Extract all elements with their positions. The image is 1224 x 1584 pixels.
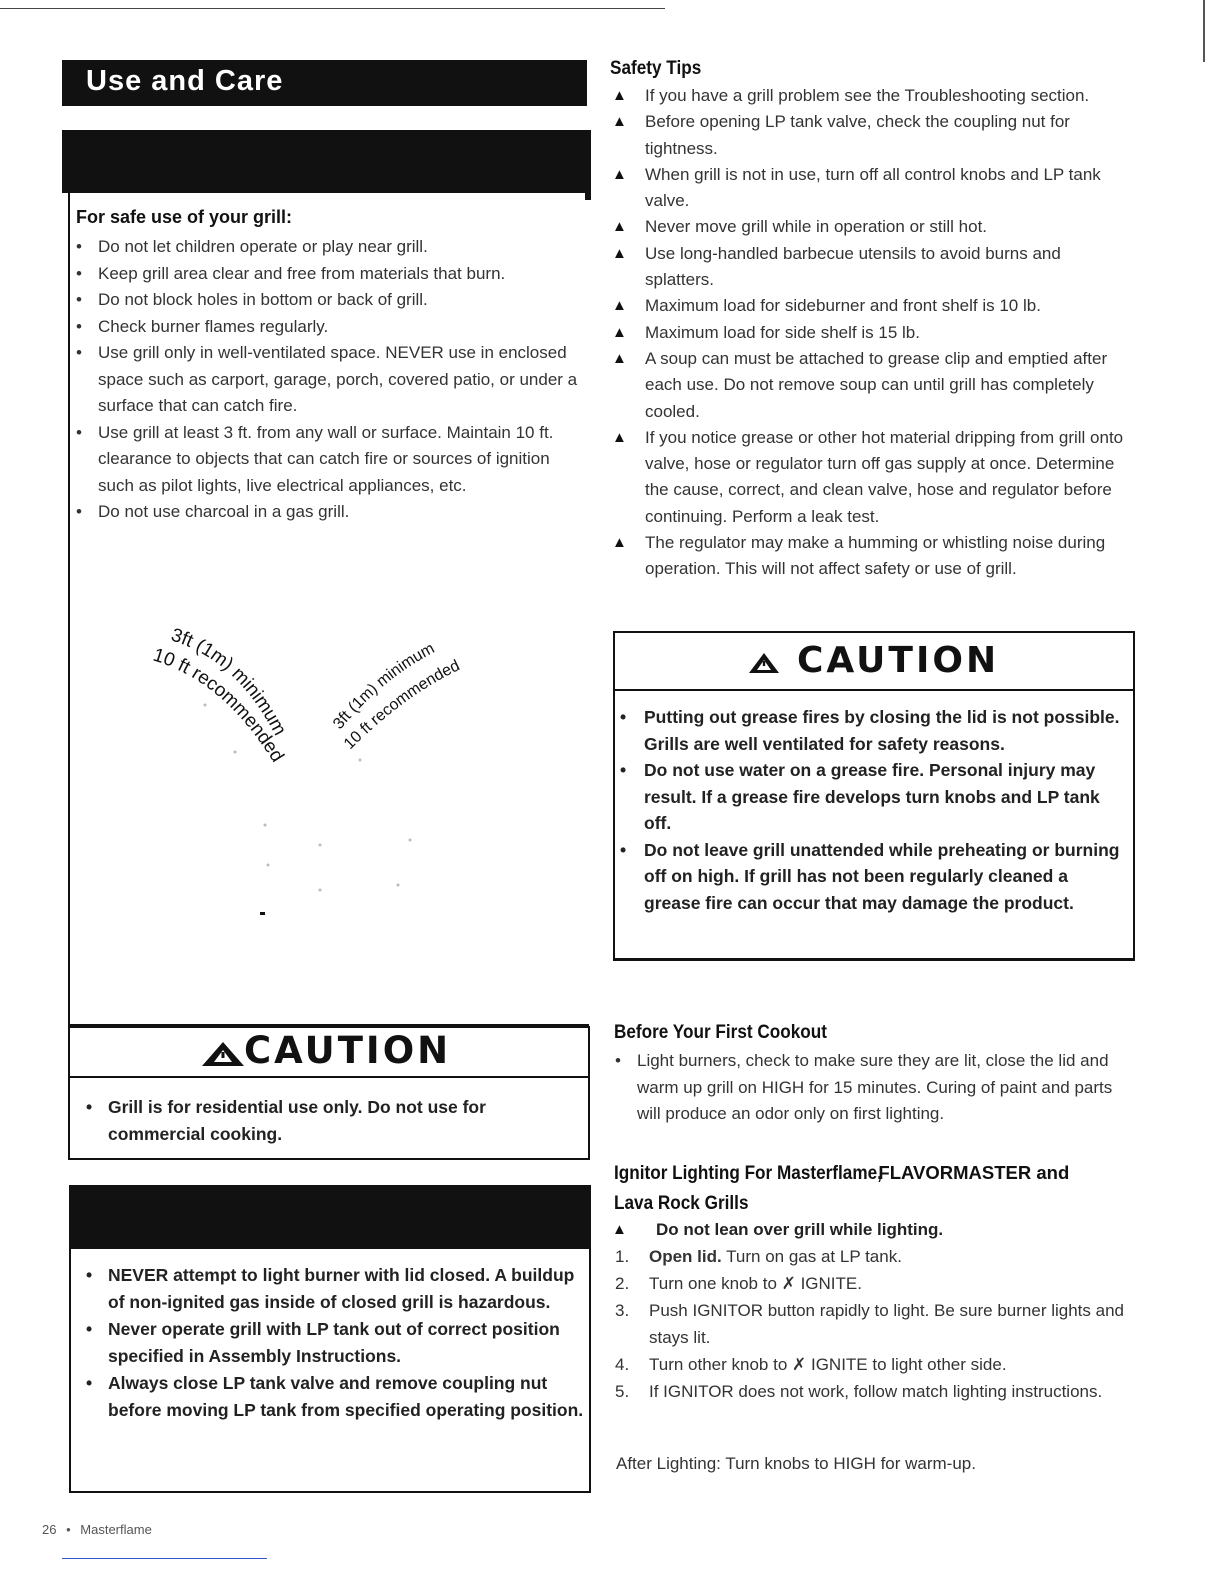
footer-brand: Masterflame: [80, 1522, 152, 1537]
clearance-left-label-1: 3ft (1m) minimum: [168, 624, 291, 740]
list-item: • Check burner flames regularly.: [74, 314, 586, 341]
top-rule: [0, 8, 665, 9]
first-cookout-title: Before Your First Cookout: [614, 1021, 827, 1043]
clearance-right-label-2: 10 ft recommended: [340, 657, 463, 753]
list-item: [612, 1216, 1132, 1243]
list-item: ▲ Before opening LP tank valve, check the coupling nut for tightness.: [612, 109, 1132, 162]
warning-triangle-icon: [200, 1040, 246, 1068]
ignitor-title-part-c: Lava Rock Grills: [614, 1192, 749, 1214]
list-item: [613, 1297, 1133, 1351]
clearance-left-label-2: 10 ft recommended: [150, 644, 288, 767]
warning-triangle-icon: [747, 651, 781, 675]
list-item: • Do not leave grill unattended while preheating or burning off on high. If grill has not been regularly cleaned a grease fire can occur that may damage the product.: [614, 837, 1126, 917]
first-cookout-list: [613, 1048, 1113, 1128]
list-item: ▲ The regulator may make a humming or whistling noise during operation. This will not affect safety or use of grill.: [612, 530, 1132, 583]
step-number: 2.: [615, 1274, 630, 1293]
caution-word: CAUTION: [797, 640, 1000, 681]
caution-header: [68, 1026, 590, 1078]
step-number: 5.: [615, 1382, 630, 1401]
list-item: • Do not use charcoal in a gas grill.: [74, 499, 586, 526]
page-footer: [42, 1522, 152, 1537]
ignitor-title-part-b: FLAVORMASTER and: [878, 1162, 1070, 1183]
list-item: • Use grill at least 3 ft. from any wall or surface. Maintain 10 ft. clearance to objects that can catch fire or sources of ignition such as pilot lights, live electrical appliances, etc.: [74, 420, 586, 500]
list-item: [613, 1378, 1133, 1405]
list-item: ▲ A soup can must be attached to grease clip and emptied after each use. Do not remove soup can until grill has completely cooled.: [612, 346, 1132, 425]
page-number: 26: [42, 1522, 57, 1537]
ignitor-title-part-a: Ignitor Lighting For Masterflame,: [614, 1162, 882, 1184]
list-item: • Do not block holes in bottom or back of grill.: [74, 287, 586, 314]
list-item: ▲ Use long-handled barbecue utensils to avoid burns and splatters.: [612, 241, 1132, 294]
list-item: ▲ Maximum load for side shelf is 15 lb.: [612, 320, 1132, 346]
step-text: If IGNITOR does not work, follow match lighting instructions.: [649, 1382, 1103, 1401]
step-number: 1.: [615, 1247, 630, 1266]
caution-residential-list: [82, 1094, 582, 1148]
danger-list: [82, 1262, 586, 1424]
step-number: 4.: [615, 1355, 630, 1374]
clearance-diagram: [130, 600, 530, 960]
step-text: Turn other knob to ✗ IGNITE to light other side.: [649, 1355, 1007, 1374]
edge-mark: [1203, 0, 1205, 62]
footer-rule: [62, 1558, 267, 1559]
safe-use-title: For safe use of your grill:: [76, 207, 293, 227]
ignitor-warning: [612, 1216, 1132, 1243]
list-item: • Use grill only in well-ventilated space. NEVER use in enclosed space such as carport, garage, porch, covered patio, or under a surface that can catch fire.: [74, 340, 586, 420]
safety-tips-list: [612, 83, 1132, 583]
clearance-right-label-1: 3ft (1m) minimum: [330, 640, 438, 733]
safe-use-list: [74, 234, 586, 526]
step-text: Turn on gas at LP tank.: [721, 1247, 902, 1266]
list-item: • Light burners, check to make sure they are lit, close the lid and warm up grill on HIGH for 15 minutes. Curing of paint and parts will produce an odor only on first lighting.: [613, 1048, 1113, 1128]
step-number: 3.: [615, 1301, 630, 1320]
list-item: ▲ If you have a grill problem see the Troubleshooting section.: [612, 83, 1132, 109]
list-item: • Putting out grease fires by closing the lid is not possible. Grills are well ventilated for safety reasons.: [614, 704, 1126, 757]
caution-header: [613, 631, 1135, 691]
step-bold: Open lid.: [649, 1247, 722, 1266]
safe-use-black-band: [62, 130, 589, 193]
section-header: [62, 60, 587, 106]
list-item: • Grill is for residential use only. Do not use for commercial cooking.: [82, 1094, 582, 1148]
ignitor-warning-text: Do not lean over grill while lighting.: [656, 1220, 944, 1239]
list-item: • Do not use water on a grease fire. Personal injury may result. If a grease fire develops turn knobs and LP tank off.: [614, 757, 1126, 837]
list-item: [613, 1351, 1133, 1378]
caution-grease-list: [614, 704, 1126, 916]
list-item: • NEVER attempt to light burner with lid closed. A buildup of non-ignited gas inside of closed grill is hazardous.: [82, 1262, 586, 1316]
footer-separator: •: [66, 1522, 71, 1537]
list-item: • Always close LP tank valve and remove coupling nut before moving LP tank from specified operating position.: [82, 1370, 586, 1424]
list-item: • Do not let children operate or play near grill.: [74, 234, 586, 261]
ignitor-title: [614, 1158, 1174, 1218]
list-item: • Never operate grill with LP tank out of correct position specified in Assembly Instructions.: [82, 1316, 586, 1370]
list-item: • Keep grill area clear and free from materials that burn.: [74, 261, 586, 288]
step-text: Turn one knob to ✗ IGNITE.: [649, 1274, 862, 1293]
list-item: ▲ When grill is not in use, turn off all control knobs and LP tank valve.: [612, 162, 1132, 215]
step-text: Push IGNITOR button rapidly to light. Be sure burner lights and stays lit.: [649, 1301, 1124, 1347]
safe-use-band-edge: [585, 130, 591, 200]
warning-triangle-icon: ▲: [612, 1221, 627, 1238]
faint-grill-marks: [204, 704, 412, 892]
list-item: ▲ If you notice grease or other hot material dripping from grill onto valve, hose or regulator turn off gas supply at once. Determine the cause, correct, and clean valve, hose and regulator before continuing. Perform a leak test.: [612, 425, 1132, 530]
list-item: ▲ Maximum load for sideburner and front shelf is 10 lb.: [612, 293, 1132, 319]
list-item: [613, 1243, 1133, 1270]
danger-black-band: [69, 1185, 591, 1249]
list-item: ▲ Never move grill while in operation or still hot.: [612, 214, 1132, 240]
safety-tips-title: Safety Tips: [610, 57, 702, 79]
list-item: [613, 1270, 1133, 1297]
section-title: Use and Care: [86, 65, 284, 97]
ignitor-steps: [613, 1243, 1133, 1405]
caution-word: CAUTION: [244, 1029, 452, 1072]
grill-mark: [260, 912, 265, 915]
after-lighting-note: After Lighting: Turn knobs to HIGH for warm-up.: [616, 1454, 976, 1473]
